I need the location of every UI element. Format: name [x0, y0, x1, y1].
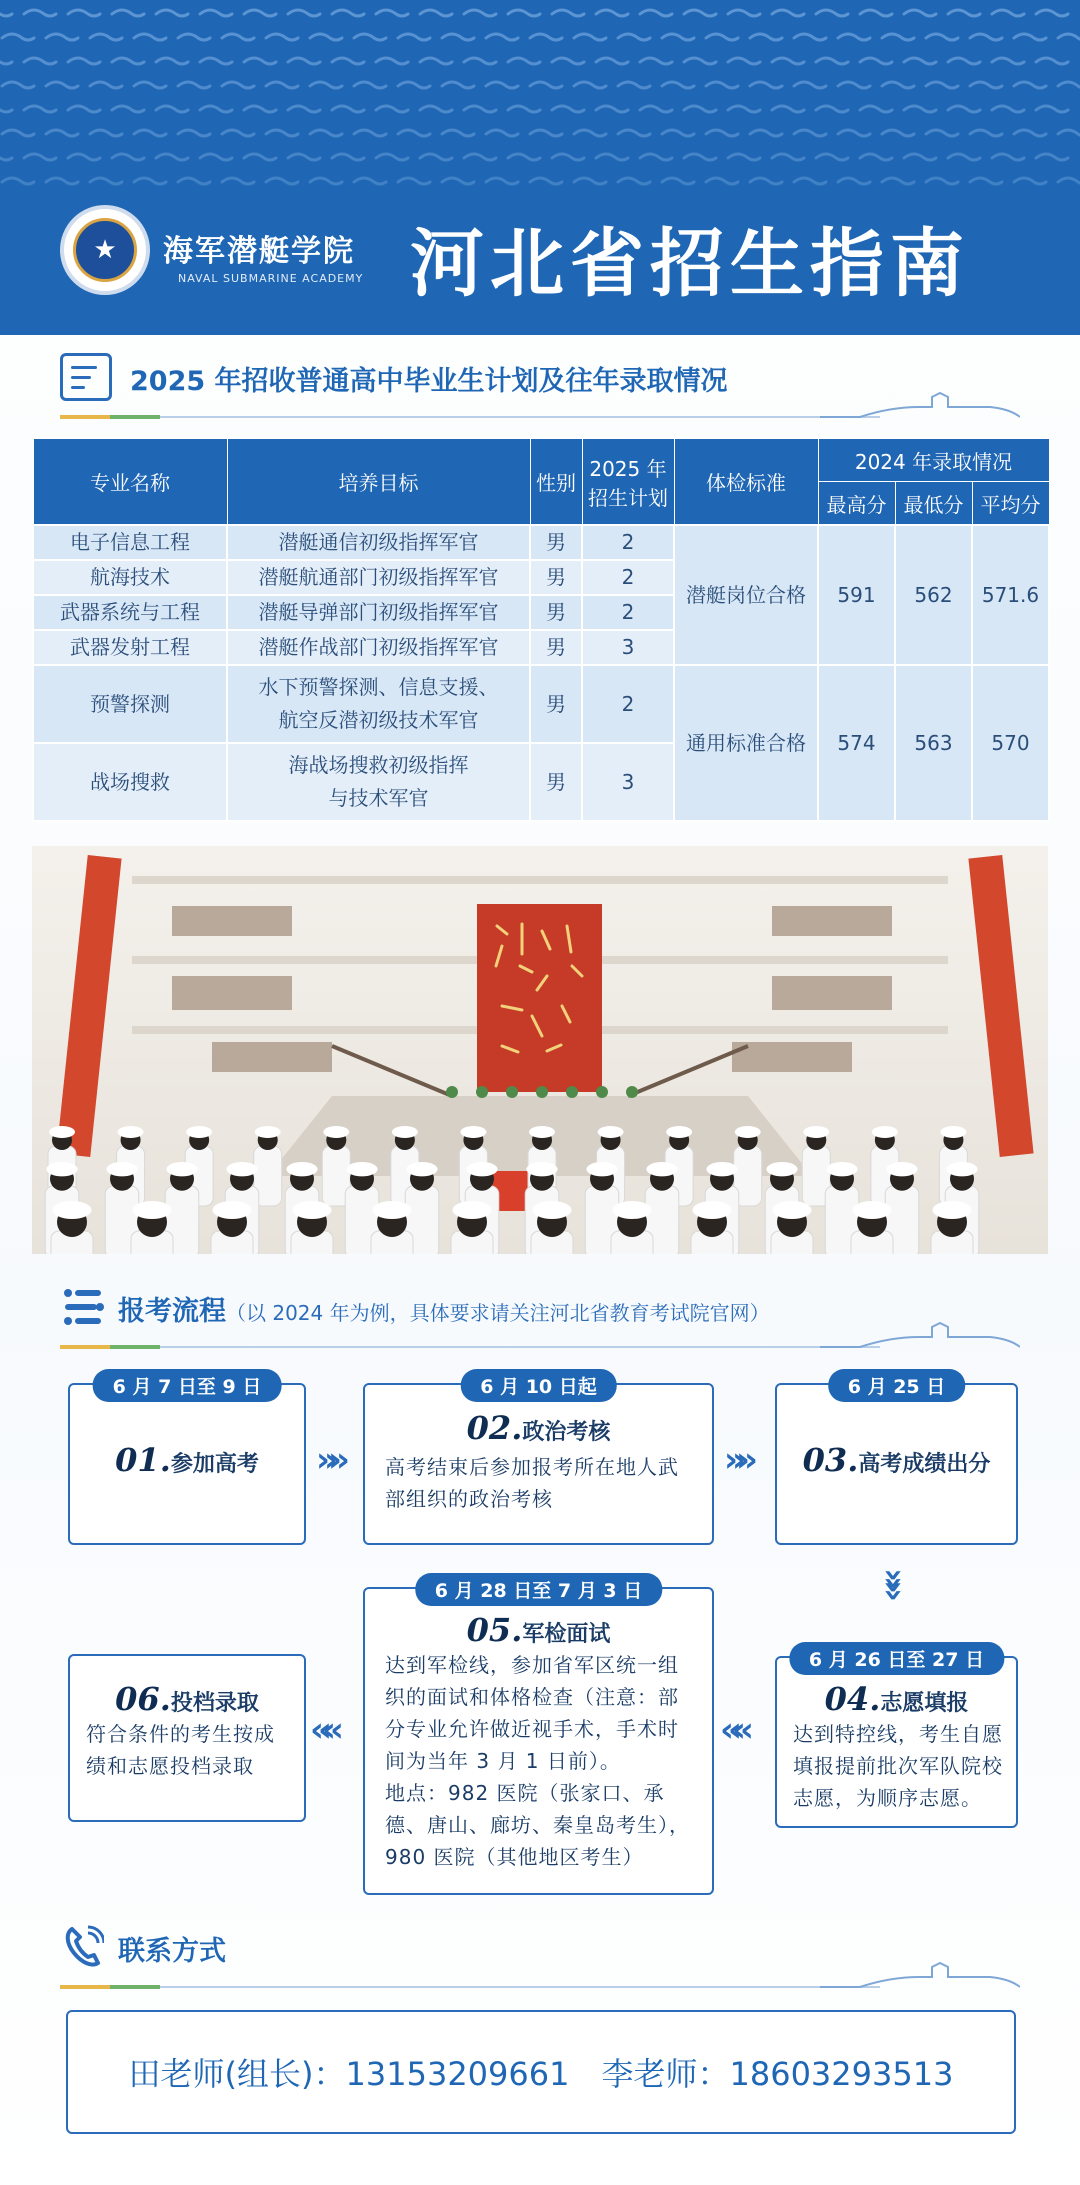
step-01-number: 01.	[115, 1441, 171, 1479]
process-section-title: 报考流程	[118, 1296, 226, 1327]
step-04-date: 6 月 26 日至 27 日	[789, 1642, 1004, 1675]
step-04	[775, 1649, 1018, 1828]
header-admission: 2024 年录取情况	[818, 439, 1049, 482]
table-row: 武器系统与工程 潜艇导弹部门初级指挥军官 男 2	[33, 595, 1049, 630]
avg-score: 571.6	[972, 525, 1049, 665]
process-flow-icon	[60, 1287, 106, 1327]
wave-pattern	[0, 0, 1080, 200]
chevron-left-icon: ««	[720, 1710, 744, 1750]
plan-section-heading	[60, 345, 1020, 425]
header-banner	[0, 0, 1080, 335]
step-06-text: 符合条件的考生按成绩和志愿投档录取	[86, 1722, 275, 1778]
min-score: 563	[895, 665, 972, 821]
process-section-subtitle: （以 2024 年为例，具体要求请关注河北省教育考试院官网）	[226, 1301, 770, 1325]
table-row: 战场搜救 海战场搜救初级指挥 与技术军官 男 3	[33, 743, 1049, 821]
step-06	[68, 1654, 306, 1822]
anchor-star-icon: ★	[73, 218, 137, 282]
step-02-text: 高考结束后参加报考所在地人武部组织的政治考核	[385, 1455, 679, 1511]
step-01-title: 参加高考	[170, 1452, 259, 1477]
chevron-right-icon: »»	[724, 1440, 748, 1480]
step-04-text: 达到特控线，考生自愿填报提前批次军队院校志愿，为顺序志愿。	[793, 1722, 1003, 1810]
chevron-down-icon: »»	[873, 1568, 914, 1592]
table-row: 电子信息工程 潜艇通信初级指挥军官 男 2 潜艇岗位合格 591 562 571.6	[33, 525, 1049, 560]
step-04-number: 04.	[824, 1680, 881, 1718]
avg-score: 570	[972, 665, 1049, 821]
contact-tian[interactable]: 田老师(组长)：13153209661	[128, 2055, 570, 2093]
phone-icon	[64, 1925, 104, 1969]
step-01	[68, 1376, 306, 1545]
step-05-text: 达到军检线，参加省军区统一组织的面试和体格检查（注意：部分专业允许做近视手术，手术时间为当年 3 月 1 日前）。	[385, 1653, 679, 1773]
process-section-heading	[60, 1275, 1020, 1355]
header-max: 最高分	[818, 482, 895, 526]
chevron-right-icon: »»	[316, 1440, 340, 1480]
physical-standard: 通用标准合格	[674, 665, 818, 821]
step-02-number: 02.	[466, 1409, 523, 1447]
step-05-location: 地点：982 医院（张家口、承德、唐山、廊坊、秦皇岛考生），980 医院（其他地区考生）	[385, 1781, 690, 1869]
submarine-icon	[820, 1955, 1020, 1989]
max-score: 574	[818, 665, 895, 821]
step-02-title: 政治考核	[522, 1420, 611, 1445]
table-row: 航海技术 潜艇航通部门初级指挥军官 男 2	[33, 560, 1049, 595]
table-row: 预警探测 水下预警探测、信息支援、 航空反潜初级技术军官 男 2 通用标准合格 574 563 570	[33, 665, 1049, 743]
step-05-number: 05.	[466, 1611, 523, 1649]
step-01-date: 6 月 7 日至 9 日	[93, 1369, 282, 1402]
contact-li[interactable]: 李老师：18603293513	[601, 2055, 954, 2093]
document-pen-icon	[60, 353, 112, 401]
step-02-date: 6 月 10 日起	[460, 1369, 617, 1402]
contact-section-title: 联系方式	[118, 1936, 226, 1967]
step-03-date: 6 月 25 日	[828, 1369, 966, 1402]
chevron-left-icon: ««	[310, 1710, 334, 1750]
cadets-saluting-photo	[32, 846, 1048, 1254]
header-min: 最低分	[895, 482, 972, 526]
header-major: 专业名称	[33, 439, 227, 526]
plan-section-title: 2025 年招收普通高中毕业生计划及往年录取情况	[130, 366, 728, 397]
header-physical: 体检标准	[674, 439, 818, 526]
step-03-number: 03.	[802, 1441, 859, 1479]
submarine-icon	[820, 385, 1020, 419]
school-name: 海军潜艇学院	[163, 234, 355, 269]
physical-standard: 潜艇岗位合格	[674, 525, 818, 665]
step-02	[363, 1376, 714, 1545]
step-03	[775, 1376, 1018, 1545]
header-plan: 2025 年 招生计划	[582, 439, 674, 526]
step-05	[363, 1580, 714, 1895]
step-06-number: 06.	[115, 1680, 171, 1718]
step-06-title: 投档录取	[170, 1691, 259, 1716]
page-title: 河北省招生指南	[410, 221, 970, 307]
table-row: 武器发射工程 潜艇作战部门初级指挥军官 男 3	[33, 630, 1049, 665]
header-gender: 性别	[530, 439, 582, 526]
step-05-date: 6 月 28 日至 7 月 3 日	[415, 1573, 662, 1606]
step-03-title: 高考成绩出分	[858, 1452, 991, 1477]
min-score: 562	[895, 525, 972, 665]
admission-table	[32, 438, 1050, 822]
header-goal: 培养目标	[227, 439, 530, 526]
school-name-en: NAVAL SUBMARINE ACADEMY	[178, 272, 364, 285]
contact-section-heading	[60, 1915, 1020, 1995]
step-04-title: 志愿填报	[880, 1691, 969, 1716]
step-05-title: 军检面试	[522, 1622, 611, 1647]
header-avg: 平均分	[972, 482, 1049, 526]
academy-logo	[60, 205, 150, 295]
submarine-icon	[820, 1315, 1020, 1349]
contact-box	[66, 2010, 1016, 2134]
max-score: 591	[818, 525, 895, 665]
